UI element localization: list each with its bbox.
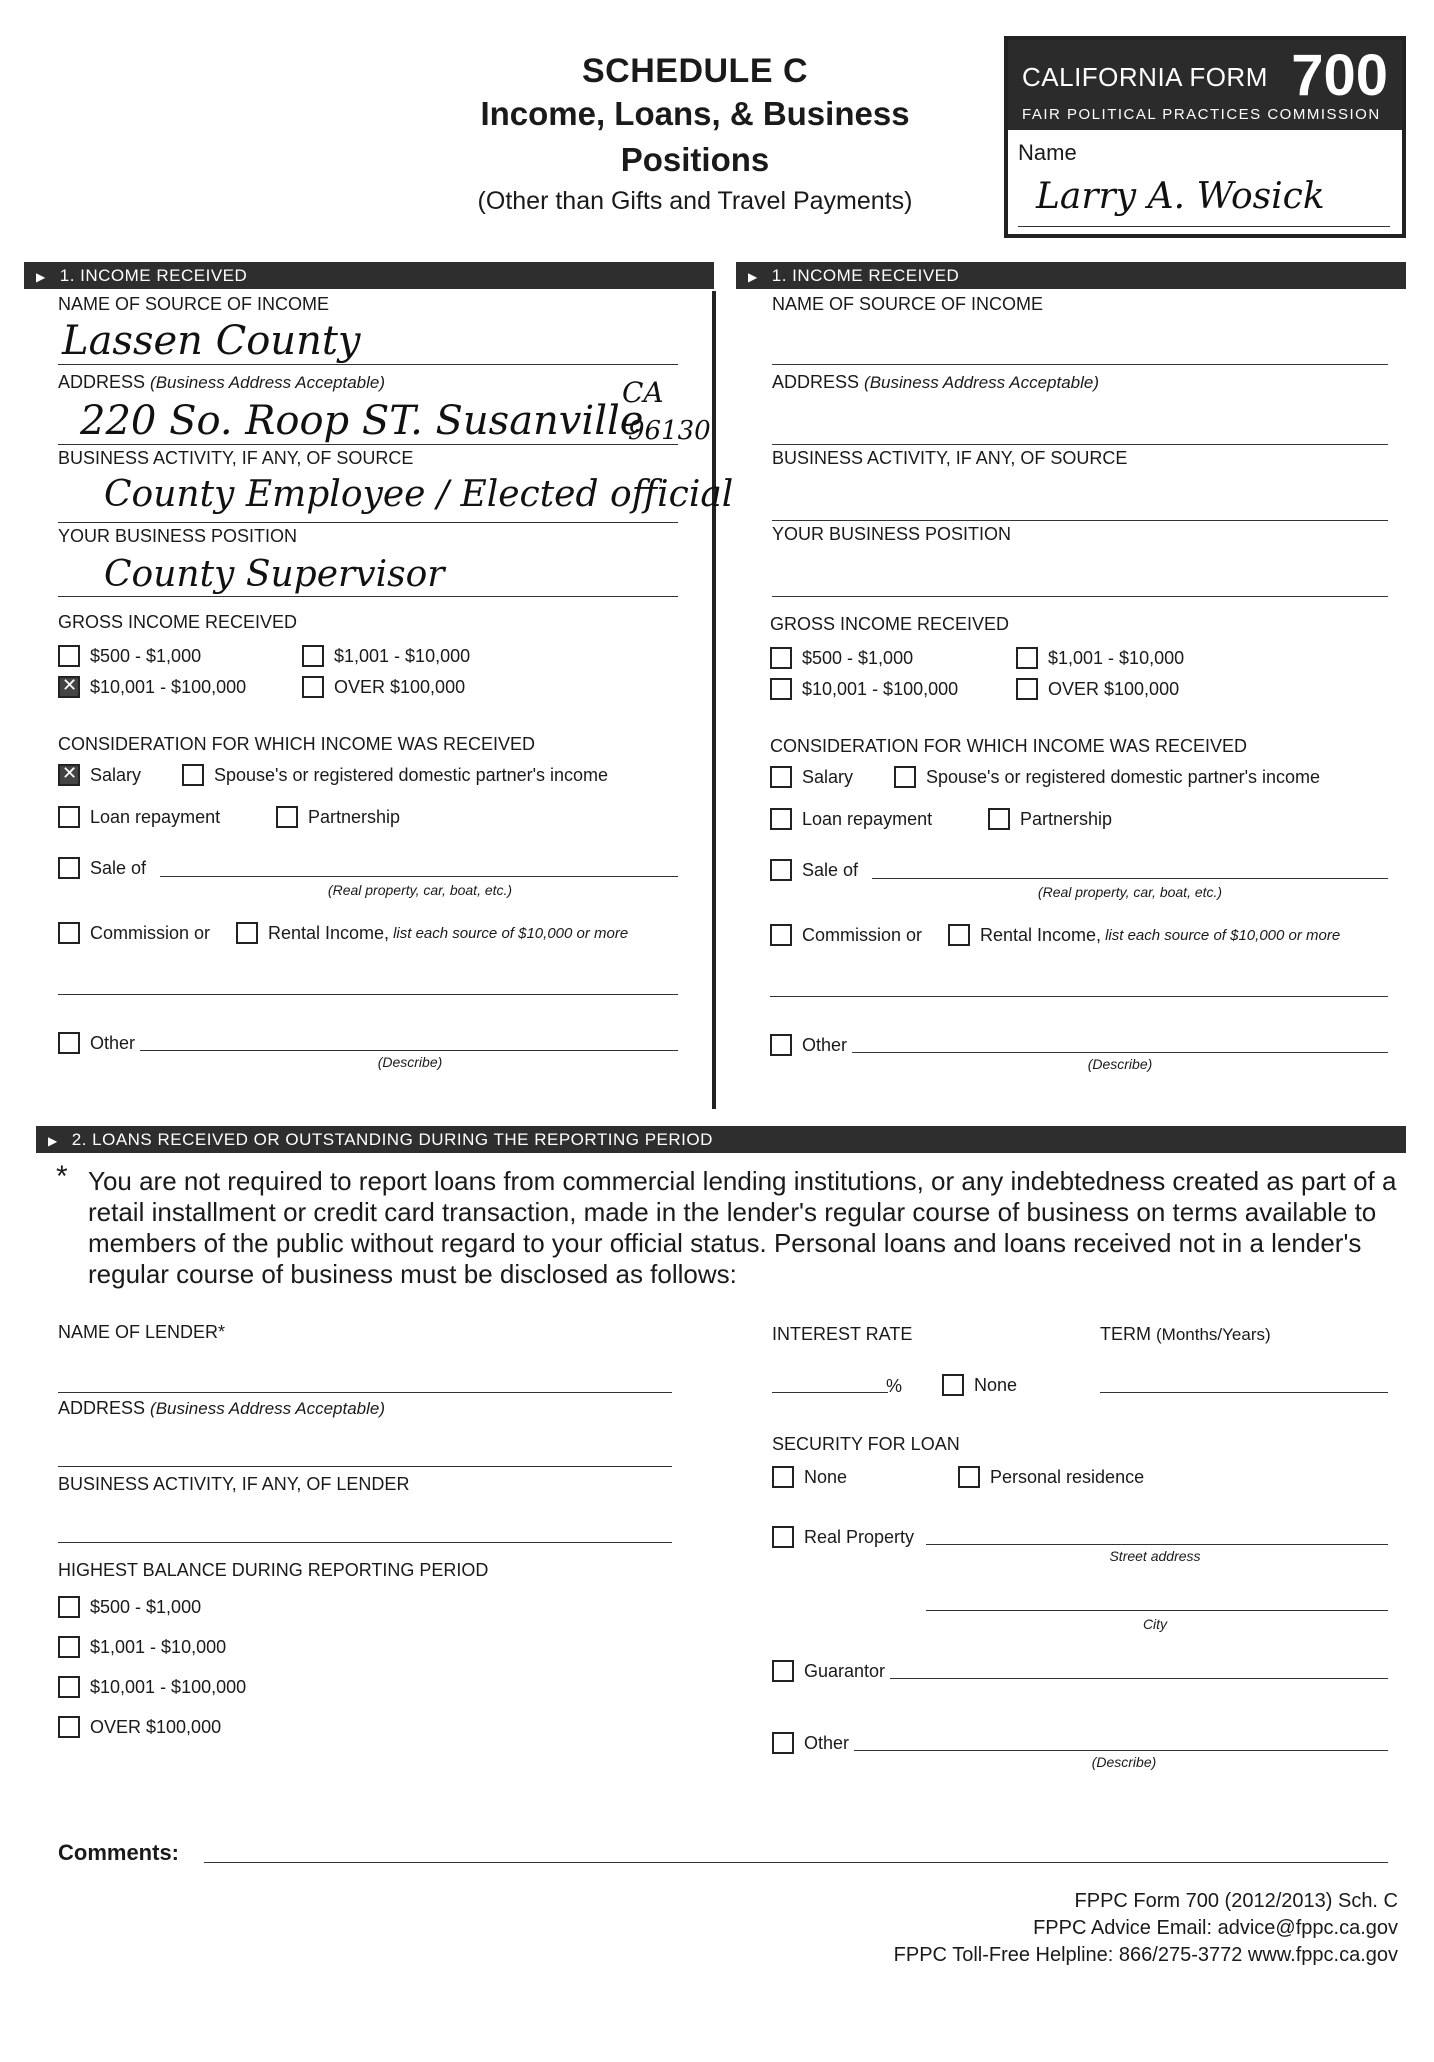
salary-checkbox[interactable]: Salary	[770, 766, 853, 788]
income-right-section-title: 1. INCOME RECEIVED	[771, 266, 960, 285]
income-left-section-bar	[24, 262, 714, 289]
balance-1001-10000-checkbox[interactable]: $1,001 - $10,000	[58, 1636, 226, 1658]
form-id-header	[1008, 40, 1402, 130]
schedule-subtitle-1: Income, Loans, & Business	[480, 95, 910, 132]
position-line	[58, 596, 678, 597]
source-line	[58, 364, 678, 365]
term-label: TERM (Months/Years)	[1100, 1324, 1271, 1344]
street-address-line[interactable]	[926, 1544, 1388, 1545]
activity-field[interactable]: County Employee / Elected official	[104, 474, 734, 515]
address-line[interactable]	[772, 444, 1388, 445]
consideration-label: CONSIDERATION FOR WHICH INCOME WAS RECEIVED	[770, 736, 1248, 756]
source-label: NAME OF SOURCE OF INCOME	[58, 294, 330, 314]
loan-repayment-checkbox[interactable]: Loan repayment	[58, 806, 220, 828]
commission-checkbox[interactable]: Commission or	[58, 922, 210, 944]
rental-line	[58, 994, 678, 995]
footer-advice-email: FPPC Advice Email: advice@fppc.ca.gov	[1033, 1917, 1398, 1939]
source-label: NAME OF SOURCE OF INCOME	[772, 294, 1044, 314]
filer-name-line	[1018, 226, 1390, 227]
form-id-box	[1004, 36, 1406, 238]
income-right-section-bar	[736, 262, 1406, 289]
activity-label: BUSINESS ACTIVITY, IF ANY, OF SOURCE	[772, 448, 1128, 468]
gross-1001-10000-checkbox[interactable]: $1,001 - $10,000	[302, 645, 470, 667]
sale-of-checkbox[interactable]: Sale of	[770, 859, 858, 881]
lender-name-line[interactable]	[58, 1392, 672, 1393]
filer-name-label: Name	[1018, 140, 1077, 165]
rental-income-checkbox[interactable]: Rental Income, list each source of $10,000 or more	[948, 924, 1340, 946]
security-other-checkbox[interactable]: Other	[772, 1732, 849, 1754]
term-line[interactable]	[1100, 1392, 1388, 1393]
address-label: ADDRESS (Business Address Acceptable)	[772, 372, 1100, 392]
interest-none-checkbox[interactable]: None	[942, 1374, 1017, 1396]
percent-sign: %	[886, 1376, 903, 1396]
partnership-checkbox[interactable]: Partnership	[988, 808, 1112, 830]
income-left-section-title: 1. INCOME RECEIVED	[59, 266, 248, 285]
address-label: ADDRESS (Business Address Acceptable)	[58, 372, 386, 392]
activity-label: BUSINESS ACTIVITY, IF ANY, OF SOURCE	[58, 448, 414, 468]
lender-activity-line[interactable]	[58, 1542, 672, 1543]
form-title-block	[400, 52, 990, 216]
city-note: City	[1142, 1616, 1168, 1632]
other-checkbox[interactable]: Other	[58, 1032, 135, 1054]
consideration-label: CONSIDERATION FOR WHICH INCOME WAS RECEIVED	[58, 734, 536, 754]
city-line[interactable]	[926, 1610, 1388, 1611]
triangle-right-icon: ▶	[36, 270, 46, 284]
address-state: CA	[622, 376, 664, 409]
sale-of-note: (Real property, car, boat, etc.)	[1037, 884, 1223, 900]
highest-balance-label: HIGHEST BALANCE DURING REPORTING PERIOD	[58, 1560, 489, 1580]
position-label: YOUR BUSINESS POSITION	[58, 526, 298, 546]
comments-line[interactable]	[204, 1862, 1388, 1863]
rental-income-checkbox[interactable]: Rental Income, list each source of $10,000 or more	[236, 922, 628, 944]
address-line	[58, 444, 678, 445]
lender-name-label: NAME OF LENDER*	[58, 1322, 226, 1342]
position-field[interactable]: County Supervisor	[104, 554, 445, 595]
security-residence-checkbox[interactable]: Personal residence	[958, 1466, 1144, 1488]
footer-form-id: FPPC Form 700 (2012/2013) Sch. C	[1074, 1890, 1398, 1912]
address-zip: 96130	[628, 416, 711, 446]
schedule-subtitle-note: (Other than Gifts and Travel Payments)	[477, 187, 913, 215]
gross-over-100000-checkbox[interactable]: OVER $100,000	[1016, 678, 1179, 700]
lender-address-label: ADDRESS (Business Address Acceptable)	[58, 1398, 386, 1418]
loans-section-bar	[36, 1126, 1406, 1153]
comments-label: Comments:	[58, 1840, 180, 1865]
security-other-line[interactable]	[854, 1750, 1388, 1751]
interest-rate-line[interactable]	[772, 1392, 888, 1393]
other-line	[852, 1052, 1388, 1053]
security-guarantor-checkbox[interactable]: Guarantor	[772, 1660, 885, 1682]
schedule-title: SCHEDULE C	[581, 52, 809, 90]
sale-of-checkbox[interactable]: Sale of	[58, 857, 146, 879]
spouse-income-checkbox[interactable]: Spouse's or registered domestic partner's income	[894, 766, 1320, 788]
lender-activity-label: BUSINESS ACTIVITY, IF ANY, OF LENDER	[58, 1474, 410, 1494]
gross-income-label: GROSS INCOME RECEIVED	[58, 612, 298, 632]
sale-of-line	[160, 876, 678, 877]
position-label: YOUR BUSINESS POSITION	[772, 524, 1012, 544]
balance-over-100000-checkbox[interactable]: OVER $100,000	[58, 1716, 221, 1738]
lender-address-line[interactable]	[58, 1466, 672, 1467]
form-footer	[894, 1888, 1398, 1969]
other-describe-note: (Describe)	[377, 1054, 443, 1070]
security-describe-note: (Describe)	[1091, 1754, 1157, 1770]
sale-of-line	[872, 878, 1388, 879]
form-name: CALIFORNIA FORM	[1022, 62, 1268, 92]
salary-checkbox[interactable]: ✕ Salary	[58, 764, 141, 786]
gross-10001-100000-checkbox[interactable]: ✕ $10,001 - $100,000	[58, 676, 246, 698]
balance-10001-100000-checkbox[interactable]: $10,001 - $100,000	[58, 1676, 246, 1698]
interest-rate-label: INTEREST RATE	[772, 1324, 913, 1344]
address-field[interactable]: 220 So. Roop ST. Susanville	[80, 398, 644, 444]
street-address-note: Street address	[1109, 1548, 1201, 1564]
activity-line[interactable]	[772, 520, 1388, 521]
footer-helpline: FPPC Toll-Free Helpline: 866/275-3772 www.fppc.ca.gov	[893, 1944, 1398, 1966]
filer-name-field[interactable]: Larry A. Wosick	[1036, 176, 1325, 217]
asterisk-mark: *	[56, 1160, 68, 1193]
gross-500-1000-checkbox[interactable]: $500 - $1,000	[58, 645, 201, 667]
schedule-subtitle-2: Positions	[620, 141, 770, 178]
source-line[interactable]	[772, 364, 1388, 365]
security-label: SECURITY FOR LOAN	[772, 1434, 960, 1454]
gross-over-100000-checkbox[interactable]: OVER $100,000	[302, 676, 465, 698]
commission-checkbox[interactable]: Commission or	[770, 924, 922, 946]
other-line	[140, 1050, 678, 1051]
spouse-income-checkbox[interactable]: Spouse's or registered domestic partner's income	[182, 764, 608, 786]
partnership-checkbox[interactable]: Partnership	[276, 806, 400, 828]
gross-500-1000-checkbox[interactable]: $500 - $1,000	[770, 647, 913, 669]
source-field[interactable]: Lassen County	[62, 318, 361, 364]
loan-repayment-checkbox[interactable]: Loan repayment	[770, 808, 932, 830]
security-none-checkbox[interactable]: None	[772, 1466, 847, 1488]
rental-line	[770, 996, 1388, 997]
position-line[interactable]	[772, 596, 1388, 597]
sale-of-note: (Real property, car, boat, etc.)	[327, 882, 513, 898]
gross-10001-100000-checkbox[interactable]: $10,001 - $100,000	[770, 678, 958, 700]
balance-500-1000-checkbox[interactable]: $500 - $1,000	[58, 1596, 201, 1618]
security-real-property-checkbox[interactable]: Real Property	[772, 1526, 914, 1548]
triangle-right-icon: ▶	[48, 1134, 58, 1148]
form-number: 700	[1291, 43, 1388, 108]
triangle-right-icon: ▶	[748, 270, 758, 284]
loans-section-title: 2. LOANS RECEIVED OR OUTSTANDING DURING THE REPORTING PERIOD	[71, 1130, 713, 1149]
activity-line	[58, 522, 678, 523]
gross-income-label: GROSS INCOME RECEIVED	[770, 614, 1010, 634]
gross-1001-10000-checkbox[interactable]: $1,001 - $10,000	[1016, 647, 1184, 669]
loans-notice: You are not required to report loans from commercial lending institutions, or any indebtedness created as part of a retail installment or credit card transaction, made in the lender's regular course of business on terms available to members of the public without regard to your official status. Personal loans and loans received not in a lender's regular course of business must be disclosed as follows:	[88, 1166, 1397, 1289]
column-divider	[712, 291, 716, 1109]
commission-name: FAIR POLITICAL PRACTICES COMMISSION	[1022, 106, 1381, 123]
guarantor-line[interactable]	[890, 1678, 1388, 1679]
other-checkbox[interactable]: Other	[770, 1034, 847, 1056]
other-describe-note: (Describe)	[1087, 1056, 1153, 1072]
